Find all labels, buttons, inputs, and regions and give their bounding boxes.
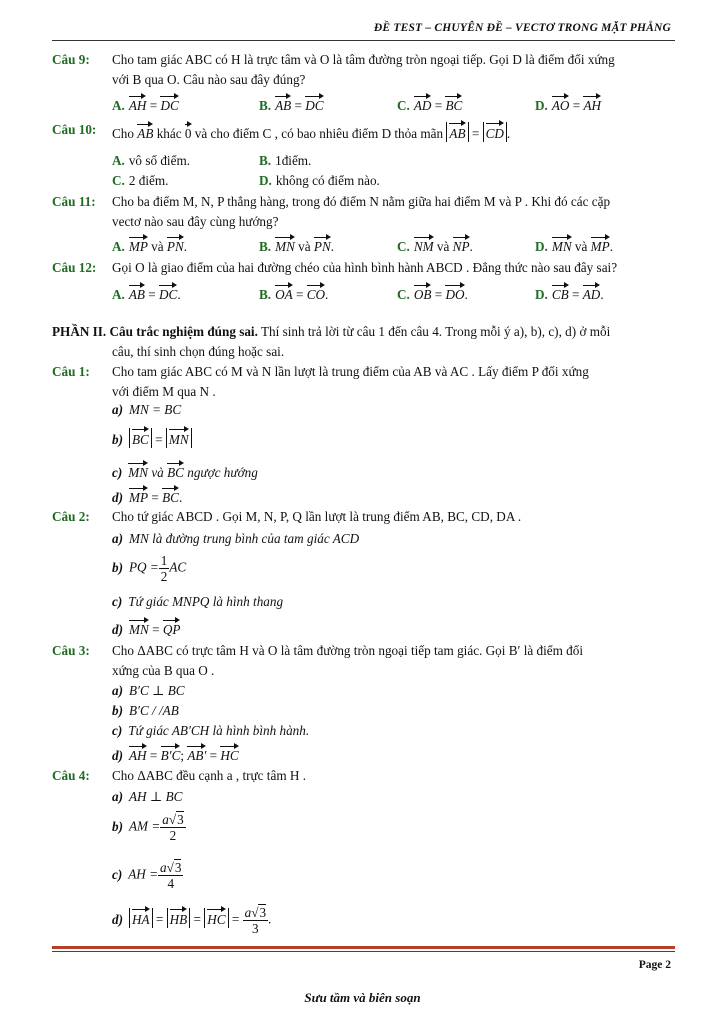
q9-label: Câu 9: — [52, 52, 90, 67]
footer-divider-thick — [52, 946, 675, 949]
q9-option-c[interactable]: C. AD = BC — [397, 95, 462, 114]
part2-heading: PHẦN II. Câu trắc nghiệm đúng sai. Thí sinh trả lời từ câu 1 đến câu 4. Trong mỗi ý a), b), c), d) ở mỗi — [52, 324, 611, 339]
p2q1-text-line2: với điểm M qua N . — [112, 384, 216, 399]
q12-option-d[interactable]: D. CB = AD. — [535, 284, 604, 303]
header-divider — [52, 40, 675, 41]
p2q3-label: Câu 3: — [52, 643, 90, 658]
p2q3-text-line2: xứng của B qua O . — [112, 663, 215, 678]
p2q1-label: Câu 1: — [52, 364, 90, 379]
q12-option-b[interactable]: B. OA = CO. — [259, 284, 328, 303]
document-page: ĐỀ TEST – CHUYÊN ĐỀ – VECTƠ TRONG MẶT PHẲNG Câu 9: Cho tam giác ABC có H là trực tâm và O là tâm đường tròn ngoại tiếp. Gọi D là điểm đối xứng với B qua O. Câu nào sau đây đúng? A. AH = DC B. AB = DC C. AD = BC D. AO = AH Câu 10: Cho AB khác 0 và cho điểm C , có bao nhiêu điểm D thỏa mãn AB = CD . A. vô số điểm. B. 1điểm. C. 2 điểm. D. không có điểm nào. Câu 11: Cho ba điểm M, N, P thẳng hàng, trong đó điểm N nằm giữa hai điểm M và P . Khi đó các cặp vectơ nào sau đây cùng hướng? A. MP và PN. B. MN và PN. C. NM và NP. D. MN và MP. Câu 12: Gọi O là giao điểm của hai đường chéo của hình bình hành ABCD . Đẳng thức nào sau đây sai? A. AB = DC. B. OA = CO. C. OB = DO. D. CB = AD. PHẦN II. Câu trắc nghiệm đúng sai. Thí sinh trả lời từ câu 1 đến câu 4. Trong mỗi ý a), b), c), d) ở mỗi câu, thí sinh chọn đúng hoặc sai. Câu 1: Cho tam giác ABC có M và N lần lượt là trung điểm của AB và AC . Lấy điểm P đối xứng với điểm M qua N . a) MN = BC b) BC = MN c) MN và BC ngược hướng d) MP = BC. Câu 2: Cho tứ giác ABCD . Gọi M, N, P, Q lần lượt là trung điểm AB, BC, CD, DA . a) MN là đường trung bình của tam giác ACD b) PQ = $\frac{1}{2}$ AC c) Tứ giác MNPQ là hình thang d) MN = QP Câu 3: Cho ΔABC có trực tâm H và O là tâm đường tròn ngoại tiếp tam giác. Gọi B′ là điểm đối xứng của B qua O . a) B′C ⊥ BC b) B′C / /AB c) Tứ giác AB′CH là hình bình hành. d) AH = B′C; AB′ = HC Câu 4: Cho ΔABC đều cạnh a , trực tâm H . a) AH ⊥ BC b) AM = $\frac{a√3}{2}$ c) AH = $\frac{a√3}{4}$ d) HA = HB = HC = $\frac{a√3}{3}$ . Page 2 Sưu tầm và biên soạn — [0, 0, 725, 1024]
p2q4-text-line1: Cho ΔABC đều cạnh a , trực tâm H . — [112, 768, 306, 783]
q11-option-a[interactable]: A. MP và PN. — [112, 236, 187, 255]
q10-option-b[interactable]: B. 1điểm. — [259, 153, 312, 168]
q10-option-c[interactable]: C. 2 điểm. — [112, 173, 169, 188]
q12-option-a[interactable]: A. AB = DC. — [112, 284, 181, 303]
p2q4-label: Câu 4: — [52, 768, 90, 783]
footer-credit: Sưu tầm và biên soạn — [304, 990, 421, 1005]
q10-option-a[interactable]: A. vô số điểm. — [112, 153, 191, 168]
q12-label: Câu 12: — [52, 260, 97, 275]
p2q3-text-line1: Cho ΔABC có trực tâm H và O là tâm đường tròn ngoại tiếp tam giác. Gọi B′ là điểm đối — [112, 643, 584, 658]
part2-instructions-line2: câu, thí sinh chọn đúng hoặc sai. — [112, 344, 285, 359]
q10-label: Câu 10: — [52, 122, 97, 137]
q9-option-a[interactable]: A. AH = DC — [112, 95, 179, 114]
q11-option-c[interactable]: C. NM và NP. — [397, 236, 473, 255]
q9-option-d[interactable]: D. AO = AH — [535, 95, 601, 114]
q10-option-d[interactable]: D. không có điểm nào. — [259, 173, 380, 188]
q12-option-c[interactable]: C. OB = DO. — [397, 284, 468, 303]
q11-text-line2: vectơ nào sau đây cùng hướng? — [112, 214, 279, 229]
q9-option-b[interactable]: B. AB = DC — [259, 95, 324, 114]
q9-text-line1: Cho tam giác ABC có H là trực tâm và O là tâm đường tròn ngoại tiếp. Gọi D là điểm đối xứng — [112, 52, 615, 67]
q11-option-d[interactable]: D. MN và MP. — [535, 236, 613, 255]
q10-text: Cho AB khác 0 và cho điểm C , có bao nhiêu điểm D thỏa mãn AB = CD . — [112, 122, 673, 142]
p2q2-label: Câu 2: — [52, 509, 90, 524]
header-title: ĐỀ TEST – CHUYÊN ĐỀ – VECTƠ TRONG MẶT PHẲNG — [373, 22, 671, 34]
q12-text-line1: Gọi O là giao điểm của hai đường chéo của hình bình hành ABCD . Đẳng thức nào sau đây sai? — [112, 260, 618, 275]
q11-text-line1: Cho ba điểm M, N, P thẳng hàng, trong đó điểm N nằm giữa hai điểm M và P . Khi đó các cặp — [112, 194, 611, 209]
q11-option-b[interactable]: B. MN và PN. — [259, 236, 334, 255]
p2q1-text-line1: Cho tam giác ABC có M và N lần lượt là trung điểm của AB và AC . Lấy điểm P đối xứng — [112, 364, 589, 379]
page-number: Page 2 — [638, 959, 671, 971]
q9-text-line2: với B qua O. Câu nào sau đây đúng? — [112, 72, 306, 87]
p2q2-text-line1: Cho tứ giác ABCD . Gọi M, N, P, Q lần lượt là trung điểm AB, BC, CD, DA . — [112, 509, 522, 524]
q11-label: Câu 11: — [52, 194, 96, 209]
footer-divider-thin — [52, 951, 675, 952]
